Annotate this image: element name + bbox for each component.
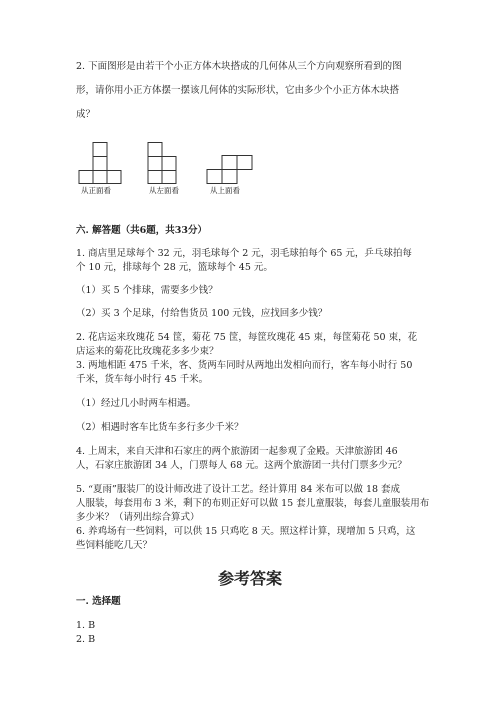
answers-section-1: 一. 选择题 <box>76 596 121 607</box>
section-6-title: 六. 解答题（共6题，共33分） <box>76 225 207 236</box>
p1-line-1: 1. 商店里足球每个 32 元，羽毛球每个 2 元，羽毛球拍每个 65 元，乒乓球拍每 <box>76 248 412 259</box>
q2-line-1: 2. 下面图形是由若干个小正方体木块搭成的几何体从三个方向观察所看到的图 <box>76 61 402 72</box>
answer-item: 1. B <box>76 620 96 631</box>
p5-line-1: 5. “夏雨”服装厂的设计师改进了设计工艺。经计算用 84 米布可以做 18 套成 <box>76 484 401 495</box>
p6-line-2: 些饲料能吃几天？ <box>76 540 153 551</box>
p6-line-1: 6. 养鸡场有一些饲料，可以供 15 只鸡吃 8 天。照这样计算，现增加 5 只鸡，这 <box>76 526 416 537</box>
left-view-label: 从左面看 <box>149 186 179 195</box>
top-view-figure <box>205 155 255 185</box>
p1-sub-1: （1）买 5 个排球，需要多少钱？ <box>76 285 218 296</box>
p1-line-2: 个 10 元，排球每个 28 元，篮球每个 45 元。 <box>76 262 273 273</box>
p3-line-2: 千米，货车每小时行 45 千米。 <box>76 374 209 385</box>
front-view-label: 从正面看 <box>81 186 111 195</box>
answers-title: 参考答案 <box>217 569 282 588</box>
p3-sub-2: （2）相遇时客车比货车多行多少千米？ <box>76 422 244 433</box>
answer-item: 2. B <box>76 634 96 645</box>
front-view-figure <box>78 142 122 184</box>
left-view-figure <box>147 142 183 184</box>
p1-sub-2: （2）买 3 个足球，付给售货员 100 元钱，应找回多少钱？ <box>76 308 328 319</box>
p4-line-1: 4. 上周末，来自天津和石家庄的两个旅游团一起参观了金殿。天津旅游团 46 <box>76 446 398 457</box>
p2-line-2: 店运来的菊花比玫瑰花多多少束？ <box>76 346 219 357</box>
q2-line-2: 形，请你用小正方体摆一摆该几何体的实际形状，它由多少个小正方体木块搭 <box>76 85 400 96</box>
p5-line-2: 人服装，每套用布 3 米，剩下的布则正好可以做 15 套儿童服装，每套儿童服装用布 <box>76 498 430 509</box>
p5-line-3: 多少米？（请列出综合算式） <box>76 512 200 523</box>
p3-line-1: 3. 两地相距 475 千米，客、货两车同时从两地出发相向而行，客车每小时行 50 <box>76 360 413 371</box>
p4-line-2: 人，石家庄旅游团 34 人，门票每人 68 元。这两个旅游团一共付门票多少元？ <box>76 460 407 471</box>
top-view-label: 从上面看 <box>210 186 240 195</box>
p2-line-1: 2. 花店运来玫瑰花 54 筐，菊花 75 筐，每筐玫瑰花 45 束，每筐菊花 50 束，花 <box>76 332 418 343</box>
p3-sub-1: （1）经过几小时两车相遇。 <box>76 398 197 409</box>
q2-line-3: 成？ <box>76 109 96 120</box>
